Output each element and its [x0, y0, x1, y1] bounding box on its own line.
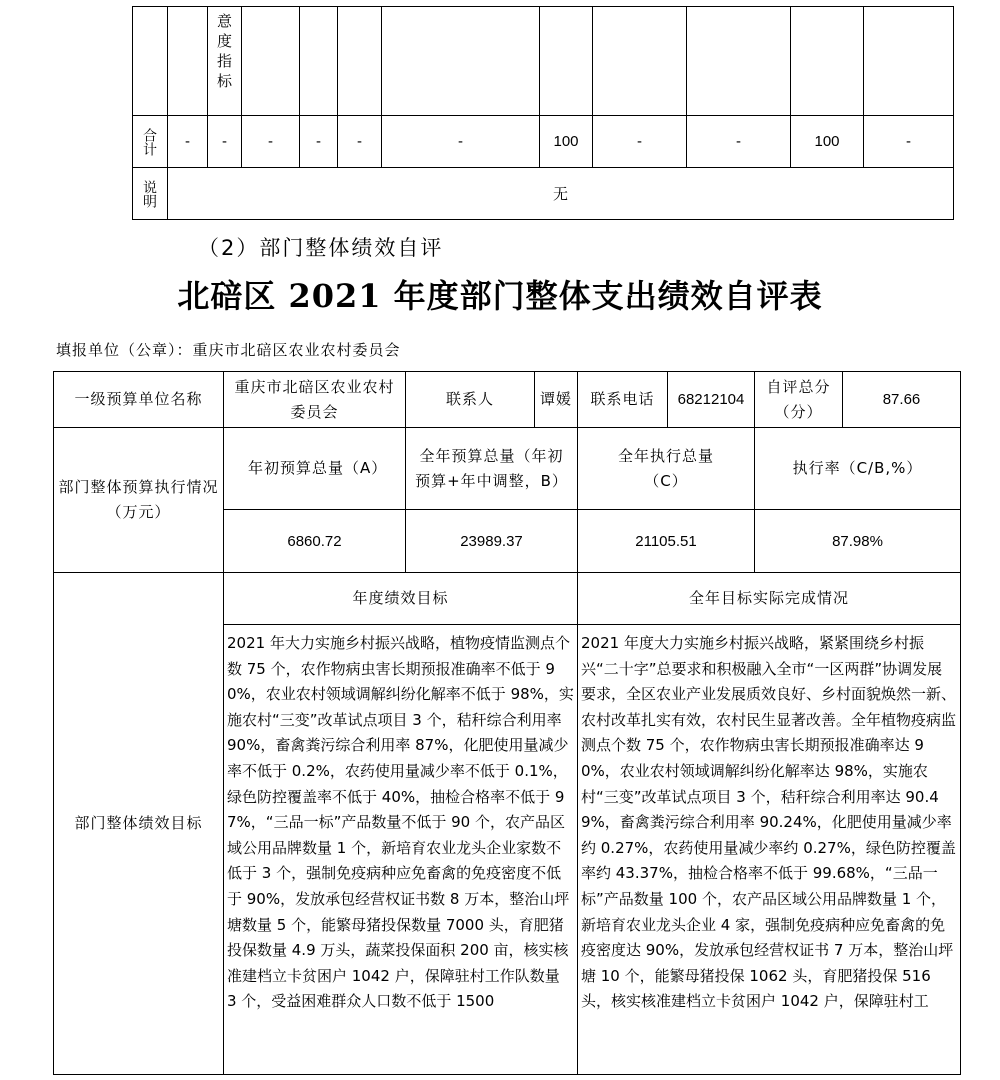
phone-label: 联系电话: [578, 372, 668, 428]
indicator-vertical-label: 意度指标: [215, 13, 233, 93]
total-cell: -: [864, 116, 954, 168]
total-cell: -: [242, 116, 300, 168]
note-label: 说明: [142, 179, 158, 208]
evaluation-table: [53, 371, 961, 1075]
total-cell: 100: [791, 116, 864, 168]
contact-label: 联系人: [406, 372, 535, 428]
annual-goal-text: 2021 年大力实施乡村振兴战略，植物疫情监测点个数 75 个，农作物病虫害长期预报准确率不低于 90%，农业农村领域调解纠纷化解率不低于 98%，实施农村“三变”改革试点项目 3 个，秸秆综合利用率 90%，畜禽粪污综合利用率 87%，化肥使用量减少率不低于 0.2%，农药使用量减少率不低于 0.1%，绿色防控覆盖率不低于 40%，抽检合格率不低于 97%，“三品一标”产品数量不低于 90 个，农产品区域公用品牌数量 1 个，新培育农业龙头企业家数不低于 3 个，强制免疫病种应免畜禽的免疫密度不低于 90%，发放承包经营权证书数 8 万本，整治山坪塘数量 5 个，能繁母猪投保数量 7000 头，育肥猪投保数量 4.9 万头，蔬菜投保面积 200 亩，核实核准建档立卡贫困户 1042 户，保障驻村工作队数量 3 个，受益困难群众人口数不低于 1500: [224, 625, 578, 1075]
actual-header: 全年目标实际完成情况: [578, 573, 961, 625]
score-value: 87.66: [843, 372, 961, 428]
total-cell: -: [168, 116, 208, 168]
total-cell: -: [382, 116, 540, 168]
col-b-value: 23989.37: [406, 510, 578, 573]
budget-label: 部门整体预算执行情况（万元）: [54, 428, 224, 573]
document-title: 北碚区 2021 年度部门整体支出绩效自评表: [177, 277, 823, 315]
budget-header-row: [54, 428, 961, 510]
total-cell: -: [208, 116, 242, 168]
total-cell: -: [300, 116, 338, 168]
actual-text: 2021 年度大力实施乡村振兴战略，紧紧围绕乡村振兴“二十字”总要求和积极融入全市“一区两群”协调发展要求，全区农业产业发展质效良好、乡村面貌焕然一新、农村改革扎实有效，农村民生显著改善。全年植物疫病监测点个数 75 个，农作物病虫害长期预报准确率达 90%，农业农村领域调解纠纷化解率达 98%，实施农村“三变”改革试点项目 3 个，秸秆综合利用率达 90.49%，畜禽粪污综合利用率 90.24%，化肥使用量减少率约 0.27%，农药使用量减少率约 0.27%，绿色防控覆盖率约 43.37%，抽检合格率不低于 99.68%，“三品一标”产品数量 100 个，农产品区域公用品牌数量 1 个，新培育农业龙头企业 4 家，强制免疫病种应免畜禽的免疫密度达 90%，发放承包经营权证书 7 万本，整治山坪塘 10 个，能繁母猪投保 1062 头，育肥猪投保 516 头，核实核准建档立卡贫困户 1042 户，保障驻村工: [578, 625, 961, 1075]
unit-row: [54, 372, 961, 428]
col-a-label: 年初预算总量（A）: [224, 428, 406, 510]
total-label: 合计: [142, 127, 158, 156]
col-b-label: 全年预算总量（年初预算+年中调整，B）: [406, 428, 578, 510]
score-label: 自评总分（分）: [755, 372, 843, 428]
note-value: 无: [168, 168, 954, 220]
total-cell: 100: [540, 116, 593, 168]
col-a-value: 6860.72: [224, 510, 406, 573]
total-row: [133, 116, 954, 168]
filler-unit: 填报单位（公章）：重庆市北碚区农业农村委员会: [56, 341, 401, 359]
col-c-value: 21105.51: [578, 510, 755, 573]
section-heading: （2）部门整体绩效自评: [198, 236, 444, 260]
unit-label: 一级预算单位名称: [54, 372, 224, 428]
col-c-label: 全年执行总量（C）: [578, 428, 755, 510]
col-rate-label: 执行率（C/B,%）: [755, 428, 961, 510]
total-cell: -: [338, 116, 382, 168]
phone-value: 68212104: [668, 372, 755, 428]
col-rate-value: 87.98%: [755, 510, 961, 573]
previous-table-fragment: [132, 6, 954, 220]
goal-label: 部门整体绩效目标: [54, 573, 224, 1075]
annual-goal-header: 年度绩效目标: [224, 573, 578, 625]
total-cell: -: [687, 116, 791, 168]
contact-value: 谭媛: [535, 372, 578, 428]
total-cell: -: [593, 116, 687, 168]
indicator-row: [133, 7, 954, 116]
note-row: [133, 168, 954, 220]
unit-value: 重庆市北碚区农业农村委员会: [224, 372, 406, 428]
goal-header-row: [54, 573, 961, 625]
